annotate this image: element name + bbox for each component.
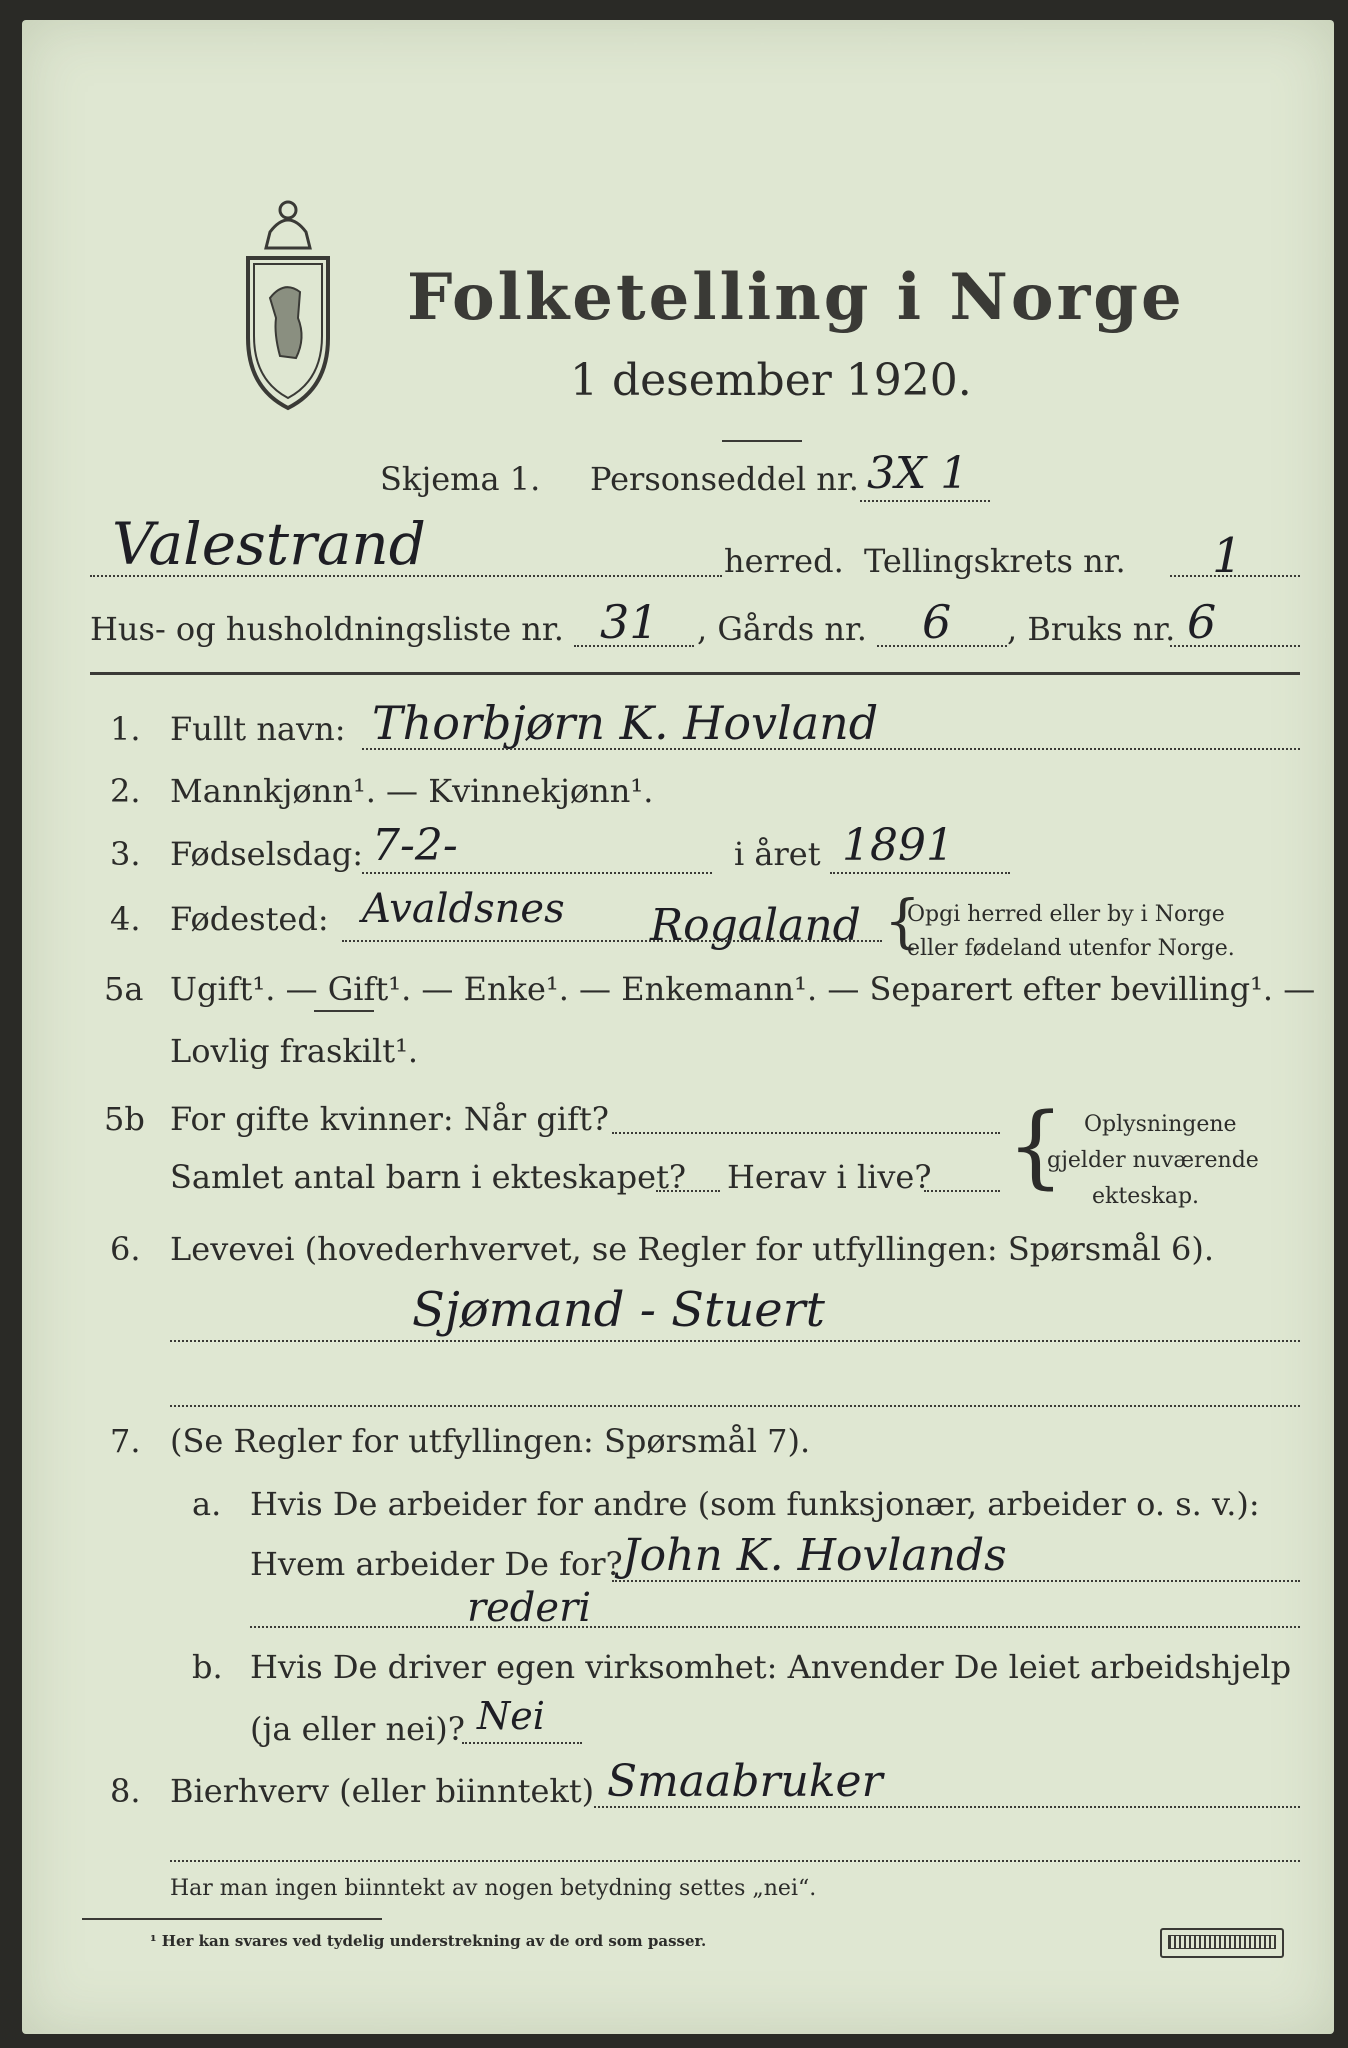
q1-value: Thorbjørn K. Hovland: [372, 696, 879, 750]
q5b-children-line: [656, 1190, 720, 1192]
q7a-letter: a.: [192, 1485, 222, 1523]
q7b-line: [462, 1742, 582, 1744]
q1-line: [362, 748, 1300, 750]
footnote-rule: [82, 1918, 382, 1920]
q1-label: Fullt navn:: [170, 710, 346, 748]
page-title: Folketelling i Norge: [407, 260, 1185, 335]
coat-of-arms-icon: [240, 188, 336, 418]
q3-value: 7-2-: [372, 820, 458, 871]
q6-number: 6.: [110, 1230, 141, 1268]
q7a-value: John K. Hovlands: [622, 1530, 1007, 1581]
q7a-line-2: [250, 1626, 1300, 1628]
q7-label: (Se Regler for utfyllingen: Spørsmål 7).: [170, 1422, 811, 1460]
hus-label: Hus- og husholdningsliste nr.: [90, 610, 564, 648]
herred-label: herred.: [724, 542, 844, 580]
bruks-label: , Bruks nr.: [1007, 610, 1176, 648]
q8-line-1: [594, 1806, 1300, 1808]
tellingskrets-line: [1170, 575, 1300, 577]
q4-label: Fødested:: [170, 900, 329, 938]
gift-underline: [314, 1010, 374, 1012]
skjema-label: Skjema 1.: [380, 460, 541, 498]
personseddel-value: 3X 1: [867, 448, 969, 499]
q7a-line-1: [612, 1580, 1300, 1582]
gards-line: [877, 645, 1007, 647]
q5b-married-line: [612, 1132, 1000, 1134]
q5b-alive-line: [924, 1190, 1000, 1192]
q7b-label: Hvis De driver egen virksomhet: Anvender De leiet arbeidshjelp: [250, 1648, 1292, 1686]
q5b-number: 5b: [104, 1100, 145, 1138]
q4-note-1: Opgi herred eller by i Norge: [907, 902, 1225, 927]
tellingskrets-value: 1: [1212, 528, 1243, 584]
header-rule: [90, 672, 1300, 675]
herred-line: [90, 575, 722, 577]
q5b-note-2: gjelder nuværende: [1047, 1148, 1259, 1173]
q2-number: 2.: [110, 772, 141, 810]
q8-line-2: [170, 1860, 1300, 1862]
q4-note-2: eller fødeland utenfor Norge.: [907, 936, 1235, 961]
q5b-note-1: Oplysningene: [1084, 1112, 1237, 1137]
q6-line-2: [170, 1405, 1300, 1407]
footnote: ¹ Her kan svares ved tydelig understrekning av de ord som passer.: [150, 1932, 707, 1950]
printer-stamp: [1160, 1928, 1284, 1958]
q3-year-line: [830, 872, 1010, 874]
q5b-brace: {: [1007, 1094, 1065, 1199]
q3-year-label: i året: [734, 835, 821, 873]
q4-brace: {: [884, 887, 921, 955]
q8-number: 8.: [110, 1772, 141, 1810]
q4-number: 4.: [110, 900, 141, 938]
q5b-note-3: ekteskap.: [1092, 1184, 1200, 1209]
q4-line: [342, 940, 882, 942]
q5a-label: Ugift¹. — Gift¹. — Enke¹. — Enkemann¹. — Separert efter bevilling¹. —: [170, 970, 1316, 1008]
q6-line-1: [170, 1340, 1300, 1342]
q8-value: Smaabruker: [607, 1756, 883, 1807]
q4-value: Avaldsnes: [362, 886, 565, 932]
hus-line: [574, 645, 694, 647]
census-form: [22, 20, 1334, 2034]
q5a-number: 5a: [104, 970, 144, 1008]
bruks-line: [1170, 645, 1300, 647]
q6-label: Levevei (hovederhvervet, se Regler for utfyllingen: Spørsmål 6).: [170, 1230, 1215, 1268]
q3-number: 3.: [110, 835, 141, 873]
q7b-label-2: (ja eller nei)?: [250, 1710, 465, 1748]
q5b-label: For gifte kvinner: Når gift?: [170, 1100, 609, 1138]
personseddel-label: Personseddel nr.: [590, 460, 859, 498]
q6-value: Sjømand - Stuert: [412, 1282, 825, 1338]
q2-label: Mannkjønn¹. — Kvinnekjønn¹.: [170, 772, 654, 810]
q7b-value: Nei: [477, 1694, 545, 1738]
gards-value: 6: [922, 595, 952, 649]
q5a-label-2: Lovlig fraskilt¹.: [170, 1032, 419, 1070]
census-date: 1 desember 1920.: [570, 355, 972, 406]
q3-label: Fødselsdag:: [170, 835, 364, 873]
title-rule: [722, 440, 802, 442]
herred-value: Valestrand: [112, 510, 426, 578]
personseddel-line: [860, 500, 990, 502]
q8-label: Bierhverv (eller biinntekt): [170, 1772, 595, 1810]
q7a-value-2: rederi: [467, 1585, 591, 1631]
q4-value-region: Rogaland: [650, 900, 861, 951]
q7-number: 7.: [110, 1422, 141, 1460]
q3-year-value: 1891: [842, 820, 954, 871]
hus-value: 31: [600, 595, 659, 649]
q7a-label-2: Hvem arbeider De for?: [250, 1545, 623, 1583]
q5b-label-2: Samlet antal barn i ekteskapet?: [170, 1158, 687, 1196]
q7b-letter: b.: [192, 1648, 223, 1686]
q5b-label-3: Herav i live?: [727, 1158, 932, 1196]
bruks-value: 6: [1187, 595, 1217, 649]
q3-line: [362, 872, 712, 874]
q1-number: 1.: [110, 710, 141, 748]
q7a-label: Hvis De arbeider for andre (som funksjonær, arbeider o. s. v.):: [250, 1485, 1260, 1523]
biinntekt-note: Har man ingen biinntekt av nogen betydning settes „nei“.: [170, 1876, 817, 1901]
tellingskrets-label: Tellingskrets nr.: [864, 542, 1126, 580]
gards-label: , Gårds nr.: [697, 610, 867, 648]
